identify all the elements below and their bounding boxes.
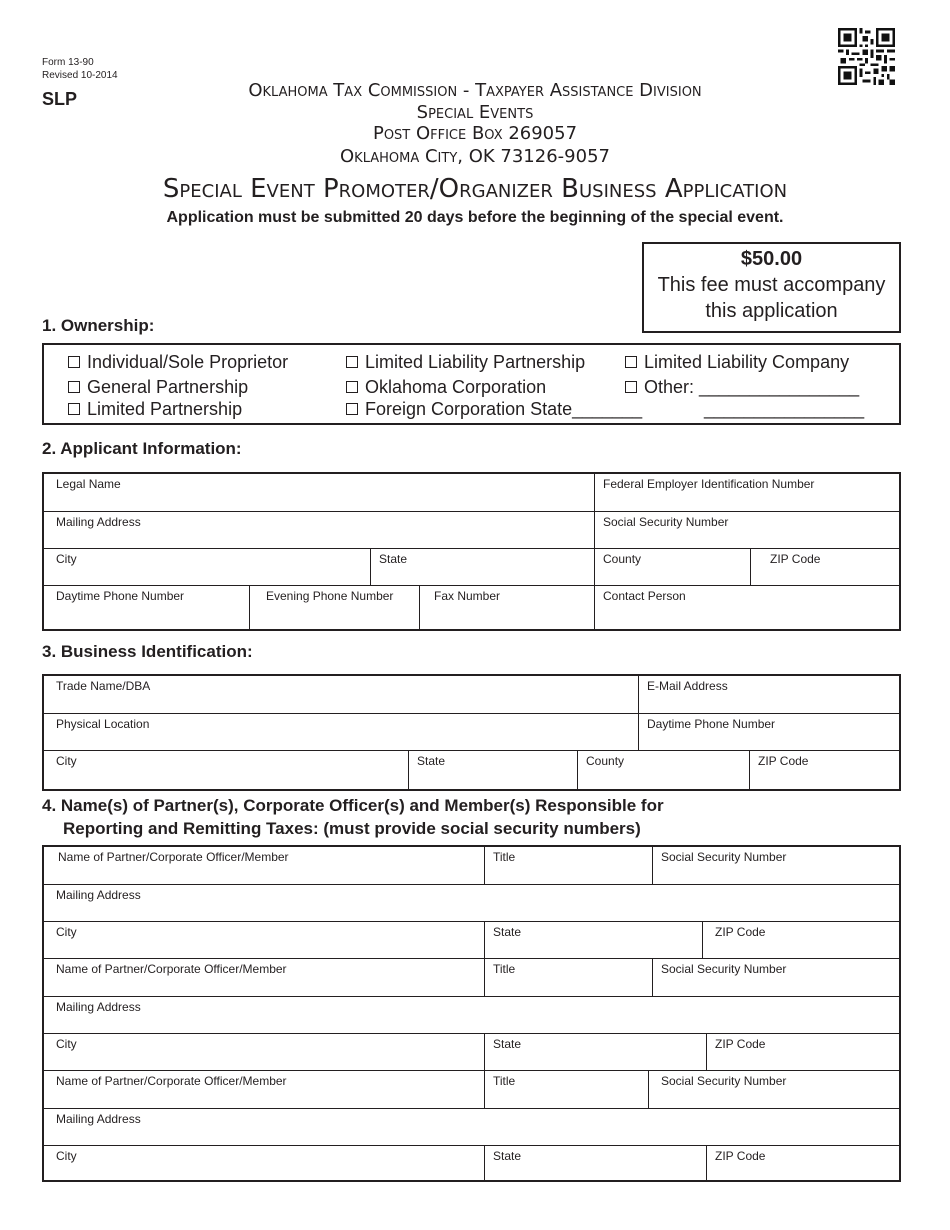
partner-title-field[interactable]: Title [484,1071,648,1108]
city-field[interactable]: City [56,552,77,566]
table-row [44,959,899,997]
business-table [42,674,901,791]
table-row [44,997,899,1034]
applicant-table [42,472,901,631]
form-title: Special Event Promoter/Organizer Business Application [162,174,788,204]
table-row [44,1071,899,1109]
email-field[interactable]: E-Mail Address [638,676,899,713]
section-partners-heading: 4. Name(s) of Partner(s), Corporate Officer(s) and Member(s) Responsible for [42,796,664,815]
business-phone-field[interactable]: Daytime Phone Number [638,714,899,750]
table-row [44,512,899,549]
ownership-option-individual[interactable]: Individual/Sole Proprietor [68,352,288,372]
fee-note-line1: This fee must accompany [657,274,886,296]
table-row [44,474,899,512]
table-row [44,922,899,959]
form-number-block [42,56,118,82]
ownership-option-oklahoma-corporation[interactable]: Oklahoma Corporation [346,377,546,397]
section-applicant-heading: 2. Applicant Information: [42,439,242,458]
ownership-option-llp[interactable]: Limited Liability Partnership [346,352,585,372]
evening-phone-field[interactable]: Evening Phone Number [249,586,419,631]
agency-po-box: Post Office Box 269057 [372,123,578,144]
business-city-field[interactable]: City [56,754,77,768]
business-zip-field[interactable]: ZIP Code [749,751,899,791]
checkbox[interactable] [346,381,358,393]
section-business-heading: 3. Business Identification: [42,642,253,661]
form-code: SLP [42,89,78,109]
form-subtitle: Application must be submitted 20 days before the beginning of the special event. [166,209,784,226]
partner-ssn-field[interactable]: Social Security Number [652,959,899,996]
partner-city-field[interactable]: City [56,925,77,939]
checkbox[interactable] [346,403,358,415]
partner-name-field[interactable]: Name of Partner/Corporate Officer/Member [58,850,289,864]
fein-field[interactable]: Federal Employer Identification Number [594,474,899,511]
ownership-option-llc[interactable]: Limited Liability Company [625,352,849,372]
partner-state-field[interactable]: State [484,922,702,958]
table-row [44,549,899,586]
section-ownership-heading: 1. Ownership: [42,316,155,335]
partner-name-field[interactable]: Name of Partner/Corporate Officer/Member [56,962,287,976]
checkbox[interactable] [68,403,80,415]
checkbox[interactable] [68,381,80,393]
checkbox[interactable] [625,381,637,393]
table-row [44,676,899,714]
table-row [44,1034,899,1071]
table-row [44,1109,899,1146]
trade-name-field[interactable]: Trade Name/DBA [56,679,151,693]
fee-note-line2: this application [705,300,838,322]
ownership-option-other[interactable]: Other: ________________ [625,377,859,397]
checkbox[interactable] [625,356,637,368]
partner-name-field[interactable]: Name of Partner/Corporate Officer/Member [56,1074,287,1088]
fee-box [642,242,901,333]
physical-location-field[interactable]: Physical Location [56,717,150,731]
mailing-address-field[interactable]: Mailing Address [56,515,141,529]
business-county-field[interactable]: County [577,751,749,791]
ownership-option-general-partnership[interactable]: General Partnership [68,377,248,397]
revised-date: Revised 10-2014 [42,70,118,81]
table-row [44,1146,899,1182]
table-row [44,847,899,885]
partner-zip-field[interactable]: ZIP Code [702,922,899,958]
partner-state-field[interactable]: State [484,1146,706,1182]
county-field[interactable]: County [594,549,750,585]
partner-mailing-address-field[interactable]: Mailing Address [56,888,141,902]
zip-field[interactable]: ZIP Code [750,549,899,585]
fee-amount: $50.00 [740,248,803,270]
fax-field[interactable]: Fax Number [419,586,594,631]
agency-city: Oklahoma City, OK 73126-9057 [340,146,610,167]
business-state-field[interactable]: State [408,751,577,791]
partner-mailing-address-field[interactable]: Mailing Address [56,1112,141,1126]
contact-person-field[interactable]: Contact Person [594,586,899,631]
checkbox[interactable] [68,356,80,368]
table-row [44,714,899,751]
partner-city-field[interactable]: City [56,1037,77,1051]
ownership-other-line2: ________________ [704,399,865,419]
partner-title-field[interactable]: Title [484,847,652,884]
ownership-option-limited-partnership[interactable]: Limited Partnership [68,399,242,419]
partner-state-field[interactable]: State [484,1034,706,1070]
ownership-box [42,343,901,425]
partner-title-field[interactable]: Title [484,959,652,996]
partner-city-field[interactable]: City [56,1149,77,1163]
partners-table [42,845,901,1182]
table-row [44,751,899,791]
section-partners-heading-line2: Reporting and Remitting Taxes: (must provide social security numbers) [63,819,641,838]
checkbox[interactable] [346,356,358,368]
partner-mailing-address-field[interactable]: Mailing Address [56,1000,141,1014]
legal-name-field[interactable]: Legal Name [56,477,121,491]
partner-zip-field[interactable]: ZIP Code [706,1034,899,1070]
ownership-option-foreign-corporation[interactable]: Foreign Corporation State_______ [346,399,642,419]
daytime-phone-field[interactable]: Daytime Phone Number [56,589,185,603]
ssn-field[interactable]: Social Security Number [594,512,899,548]
agency-unit: Special Events [416,102,534,123]
form-number: Form 13-90 [42,57,94,68]
qr-code-icon [838,28,895,85]
state-field[interactable]: State [370,549,594,585]
table-row [44,586,899,631]
agency-name: Oklahoma Tax Commission - Taxpayer Assistance Division [248,80,702,101]
table-row [44,885,899,922]
partner-ssn-field[interactable]: Social Security Number [648,1071,899,1108]
partner-zip-field[interactable]: ZIP Code [706,1146,899,1182]
partner-ssn-field[interactable]: Social Security Number [652,847,899,884]
